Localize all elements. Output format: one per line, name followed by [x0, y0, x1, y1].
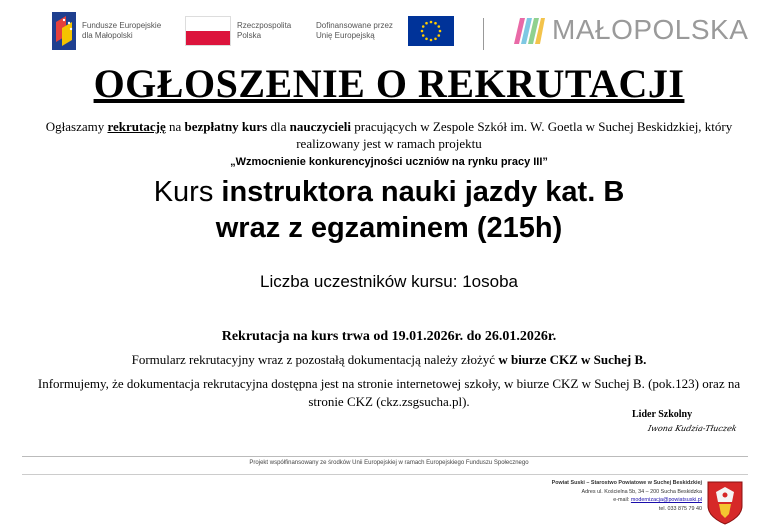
course-prefix: Kurs: [153, 176, 222, 208]
documentation-info: Informujemy, że dokumentacja rekrutacyjna dostępna jest na stronie internetowej szkoły, w biurze CKZ w Suchej B. (pok.123) oraz na stronie CKZ (ckz.zsgsucha.pl).: [37, 376, 741, 409]
contact-line-1: Powiat Suski – Starostwo Powiatowe w Suchej Beskidzkiej: [551, 480, 702, 486]
footer-divider-top: [22, 456, 748, 457]
participants-count: Liczba uczestników kursu: 1osoba: [260, 272, 518, 291]
contact-line-4: tel. 033 875 79 40: [658, 505, 702, 512]
fundusze-europejskie-icon: [52, 12, 76, 50]
course-heading: [0, 174, 778, 246]
eu-funding-logo: [316, 16, 454, 46]
intro-text-2: na: [165, 119, 185, 134]
contact-block: [482, 479, 702, 513]
form-text: Formularz rekrutacyjny wraz z pozostałą dokumentacją należy złożyć: [131, 352, 499, 367]
malopolska-logo: [512, 14, 748, 46]
malopolska-m-icon: [512, 14, 546, 46]
fundusze-europejskie-logo: [52, 12, 172, 50]
logo-separator: [483, 18, 484, 50]
intro-paragraph: [28, 118, 750, 171]
intro-text-3: dla: [267, 119, 290, 134]
rzeczpospolita-text: Rzeczpospolita Polska: [237, 21, 292, 40]
eu-flag-icon: [408, 16, 454, 46]
footer-divider-bottom: [22, 474, 748, 475]
intro-bold-free-course: bezpłatny kurs: [184, 119, 268, 134]
eu-funding-text: Dofinansowane przez Unię Europejską: [316, 21, 393, 40]
signature: Iwona Kudzia-Tłuczek: [647, 424, 738, 433]
logo-bar: [0, 0, 778, 62]
rzeczpospolita-logo: [185, 16, 307, 46]
intro-bold-recruitment: rekrutację: [107, 119, 166, 134]
leader-label: Lider Szkolny: [632, 409, 693, 420]
contact-email-link[interactable]: modernizacja@powiatsuski.pl: [630, 497, 702, 503]
powiat-crest-icon: [706, 480, 744, 526]
contact-email-prefix: e-mail:: [613, 497, 631, 503]
footer-funding-note: Projekt współfinansowany ze środków Unii Europejskiej w ramach Europejskiego Funduszu Społecznego: [249, 460, 529, 466]
contact-line-2: Adres ul. Kościelna 5b, 34 – 200 Sucha Beskidzka: [581, 488, 702, 495]
course-title: instruktora nauki jazdy kat. B: [221, 176, 625, 208]
intro-text-4: pracujących w Zespole Szkół im. W. Goetla w Suchej Beskidzkiej, który realizowany jest w ramach projektu: [296, 119, 733, 151]
recruitment-dates: Rekrutacja na kurs trwa od 19.01.2026r. do 26.01.2026r.: [221, 329, 557, 344]
page-title: OGŁOSZENIE O REKRUTACJI: [93, 61, 685, 106]
poland-flag-icon: [185, 16, 231, 46]
intro-bold-teachers: nauczycieli: [289, 119, 351, 134]
project-name: „Wzmocnienie konkurencyjności uczniów na rynku pracy III”: [230, 156, 548, 168]
fundusze-europejskie-text: Fundusze Europejskie dla Małopolski: [82, 21, 162, 40]
intro-text-1: Ogłaszamy: [45, 119, 108, 134]
malopolska-text: MAŁOPOLSKA: [552, 14, 749, 45]
course-subtitle: wraz z egzaminem (215h): [215, 212, 563, 244]
form-submission-info: [0, 352, 778, 368]
form-location: w biurze CKZ w Suchej B.: [498, 352, 647, 367]
